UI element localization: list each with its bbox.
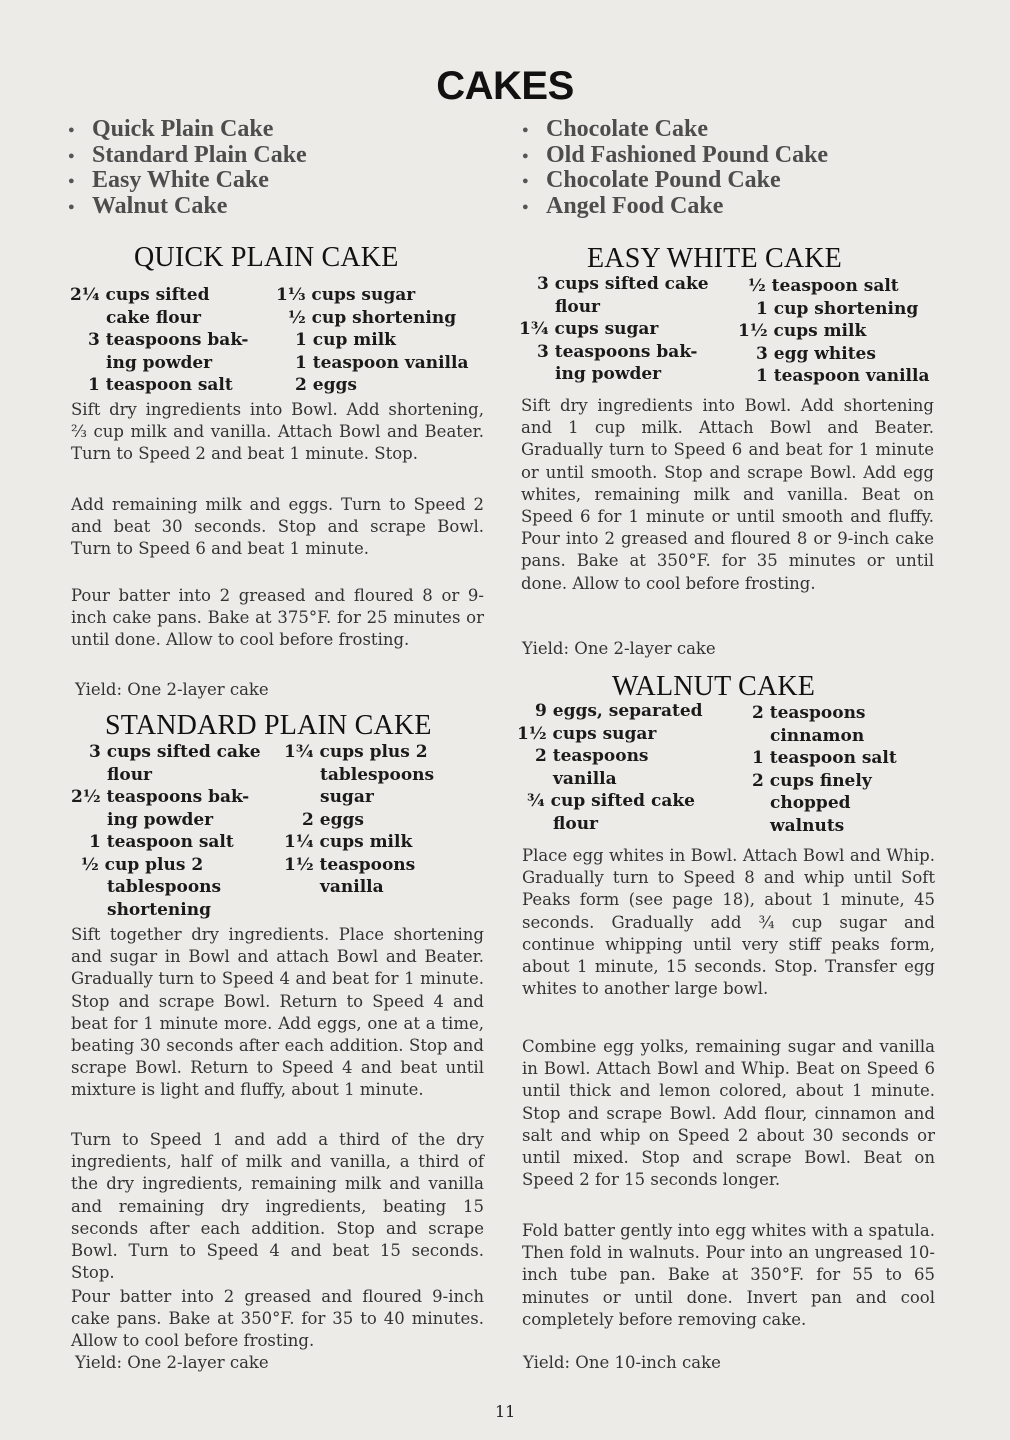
- standard-plain-ingredients-right: [284, 741, 434, 899]
- ingredient-line: chopped: [770, 793, 851, 813]
- recipe-index-item: ● Walnut Cake: [70, 194, 307, 220]
- ingredient-line: ¾ cup sifted cake: [527, 791, 695, 811]
- ingredient-line: 2 teaspoons: [752, 703, 866, 723]
- walnut-ingredients-left: [517, 700, 703, 835]
- recipe-index-left: [70, 117, 307, 219]
- ingredient-line: 1½ cups sugar: [517, 723, 657, 744]
- ingredient-line: shortening: [107, 899, 211, 920]
- page-title: CAKES: [436, 64, 574, 108]
- ingredient-line: 1⅓ cups sugar: [276, 285, 416, 305]
- quick-plain-step-2: Add remaining milk and eggs. Turn to Speed 2 and beat 30 seconds. Stop and scrape Bowl. Turn to Speed 6 and beat 1 minute.: [71, 495, 484, 559]
- walnut-step-2: Combine egg yolks, remaining sugar and vanilla in Bowl. Attach Bowl and Whip. Beat on Speed 6 until thick and lemon colored, about 1 minute. Stop and scrape Bowl. Add flour, cinnamon and salt and whip on Speed 2 about 30 seconds or until mixed. Stop and scrape Bowl. Beat on Speed 2 for 15 seconds longer.: [522, 1037, 935, 1190]
- ingredient-line: 3 cups sifted cake: [537, 274, 709, 294]
- ingredient-line: tablespoons: [107, 877, 222, 897]
- ingredient-line: ing powder: [106, 352, 213, 373]
- quick-plain-step-3: Pour batter into 2 greased and floured 8 or 9-inch cake pans. Bake at 375°F. for 25 minutes or until done. Allow to cool before frosting.: [71, 586, 484, 650]
- ingredient-line: 1 cup milk: [295, 330, 396, 350]
- standard-plain-yield: Yield: One 2-layer cake: [75, 1353, 269, 1372]
- standard-plain-step-1: Sift together dry ingredients. Place shortening and sugar in Bowl and attach Bowl and Beater. Gradually turn to Speed 4 and beat for 1 minute. Stop and scrape Bowl. Return to Speed 4 and beat for 1 minute more. Add eggs, one at a time, beating 30 seconds after each addition. Stop and scrape Bowl. Return to Speed 4 and beat until mixture is light and fluffy, about 1 minute.: [71, 925, 484, 1100]
- ingredient-line: 2½ teaspoons bak-: [71, 787, 250, 807]
- ingredient-line: flour: [553, 813, 599, 834]
- ingredient-line: 1¼ cups milk: [284, 832, 413, 852]
- ingredient-line: 1¾ cups plus 2: [284, 742, 428, 762]
- ingredient-line: 2 cups finely: [752, 770, 872, 791]
- recipe-index-item: ● Angel Food Cake: [524, 194, 828, 220]
- recipe-index-item: ● Chocolate Pound Cake: [524, 168, 828, 194]
- ingredient-line: 1 teaspoon salt: [88, 375, 233, 395]
- recipe-index-item: ● Chocolate Cake: [524, 117, 828, 143]
- ingredient-line: 1¾ cups sugar: [519, 319, 659, 339]
- ingredient-line: vanilla: [320, 877, 384, 897]
- recipe-index-item: ● Old Fashioned Pound Cake: [524, 143, 828, 169]
- recipe-index-item: ● Quick Plain Cake: [70, 117, 307, 143]
- standard-plain-step-2: Turn to Speed 1 and add a third of the dry ingredients, half of milk and vanilla, a third of the dry ingredients, remaining milk and vanilla and remaining dry ingredients, beating 15 seconds after each addition. Stop and scrape Bowl. Turn to Speed 4 and beat 15 seconds. Stop.: [71, 1130, 484, 1283]
- quick-plain-step-1: Sift dry ingredients into Bowl. Add shortening, ⅔ cup milk and vanilla. Attach Bowl and Beater. Turn to Speed 2 and beat 1 minute. Stop.: [71, 400, 484, 464]
- easy-white-cake-title: EASY WHITE CAKE: [587, 243, 842, 274]
- ingredient-line: flour: [107, 764, 153, 785]
- ingredient-line: sugar: [320, 787, 374, 807]
- ingredient-line: cinnamon: [770, 725, 865, 746]
- ingredient-line: ½ cup plus 2: [81, 854, 204, 875]
- easy-white-ingredients-left: [519, 273, 709, 386]
- ingredient-line: 3 cups sifted cake: [89, 742, 261, 762]
- recipe-index-item: ● Standard Plain Cake: [70, 143, 307, 169]
- quick-plain-ingredients-right: [276, 284, 469, 397]
- ingredient-line: 9 eggs, separated: [535, 701, 703, 721]
- quick-plain-cake-title: QUICK PLAIN CAKE: [134, 242, 399, 273]
- ingredient-line: 1½ teaspoons: [284, 854, 416, 875]
- recipe-index-item: ● Easy White Cake: [70, 168, 307, 194]
- ingredient-line: 3 teaspoons bak-: [88, 330, 249, 350]
- walnut-step-1: Place egg whites in Bowl. Attach Bowl and Whip. Gradually turn to Speed 8 and whip until Soft Peaks form (see page 18), about 1 minute, 45 seconds. Gradually add ¾ cup sugar and continue whipping until very stiff peaks form, about 1 minute, 15 seconds. Stop. Transfer egg whites to another large bowl.: [522, 846, 935, 999]
- ingredient-line: 2 eggs: [302, 809, 364, 830]
- ingredient-line: cake flour: [106, 307, 201, 328]
- ingredient-line: flour: [555, 296, 601, 317]
- ingredient-line: 1 teaspoon vanilla: [295, 352, 469, 373]
- ingredient-line: 1 cup shortening: [756, 298, 919, 319]
- ingredient-line: walnuts: [770, 815, 845, 836]
- ingredient-line: 2¼ cups sifted: [70, 285, 210, 305]
- ingredient-line: 1 teaspoon salt: [752, 748, 897, 768]
- ingredient-line: ½ cup shortening: [288, 307, 457, 328]
- ingredient-line: tablespoons: [320, 764, 435, 785]
- ingredient-line: ½ teaspoon salt: [748, 276, 899, 296]
- ingredient-line: 1 teaspoon salt: [89, 832, 234, 852]
- easy-white-step-1: Sift dry ingredients into Bowl. Add shortening and 1 cup milk. Attach Bowl and Beater. Gradually turn to Speed 6 and beat for 1 minute or until smooth. Stop and scrape Bowl. Add egg whites, remaining milk and vanilla. Beat on Speed 6 for 1 minute or until smooth and fluffy. Pour into 2 greased and floured 8 or 9-inch cake pans. Bake at 350°F. for 35 minutes or until done. Allow to cool before frosting.: [521, 396, 934, 593]
- ingredient-line: 1½ cups milk: [738, 321, 867, 341]
- ingredient-line: 2 eggs: [295, 375, 357, 395]
- ingredient-line: 3 egg whites: [756, 343, 876, 364]
- standard-plain-cake-title: STANDARD PLAIN CAKE: [105, 710, 432, 741]
- standard-plain-step-3: Pour batter into 2 greased and floured 9-inch cake pans. Bake at 350°F. for 35 to 40 minutes. Allow to cool before frosting.: [71, 1287, 484, 1351]
- ingredient-line: ing powder: [107, 809, 214, 830]
- ingredient-line: 3 teaspoons bak-: [537, 341, 698, 362]
- walnut-step-3: Fold batter gently into egg whites with a spatula. Then fold in walnuts. Pour into an ungreased 10-inch tube pan. Bake at 350°F. for 55 to 65 minutes or until done. Invert pan and cool completely before removing cake.: [522, 1221, 935, 1329]
- walnut-ingredients-right: [752, 702, 897, 837]
- easy-white-ingredients-right: [738, 275, 930, 388]
- ingredient-line: 1 teaspoon vanilla: [756, 366, 930, 386]
- walnut-cake-title: WALNUT CAKE: [612, 671, 816, 702]
- easy-white-yield: Yield: One 2-layer cake: [522, 639, 716, 658]
- page-number: 11: [495, 1402, 516, 1421]
- walnut-yield: Yield: One 10-inch cake: [523, 1353, 721, 1372]
- quick-plain-yield: Yield: One 2-layer cake: [75, 680, 269, 699]
- quick-plain-ingredients-left: [70, 284, 248, 397]
- ingredient-line: 2 teaspoons: [535, 746, 649, 766]
- ingredient-line: ing powder: [555, 364, 662, 384]
- recipe-index-right: [524, 117, 828, 219]
- standard-plain-ingredients-left: [71, 741, 261, 921]
- ingredient-line: vanilla: [553, 768, 617, 789]
